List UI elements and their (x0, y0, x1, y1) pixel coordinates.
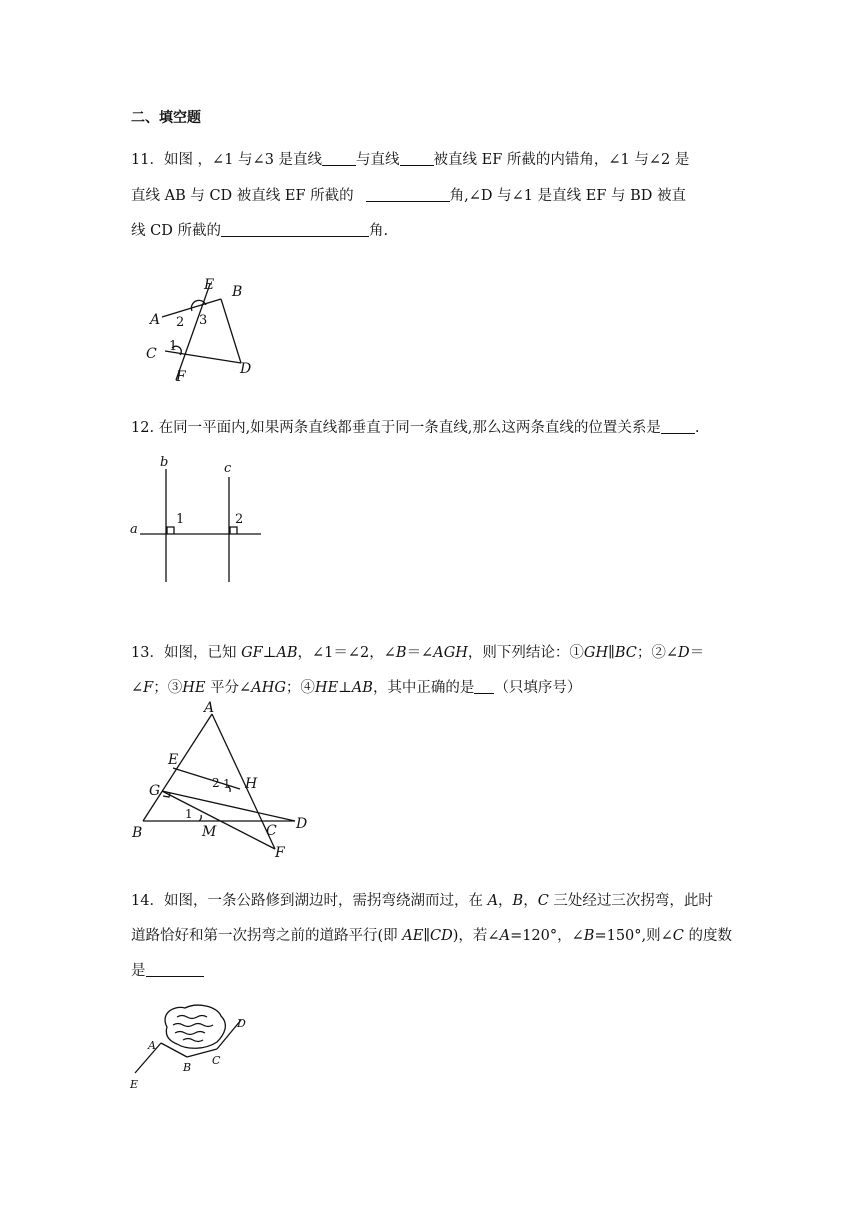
q13-text: ；④ (285, 680, 315, 696)
q13-figure (125, 698, 320, 860)
label-b: b (160, 455, 169, 470)
q14-text: C (537, 893, 549, 909)
q13-text: ，则下列结论：① (467, 645, 584, 661)
q13-text: ⊥ (338, 680, 352, 696)
q14-text: B (583, 928, 595, 944)
right-angle-1 (167, 527, 174, 534)
q14-text: CD (430, 928, 453, 944)
q14-line-2 (131, 926, 732, 946)
q13-text: 13．如图，已知 (131, 645, 242, 661)
label-f: F (176, 369, 186, 382)
answer-blank (400, 151, 434, 166)
q14-text: =150°,则∠ (594, 928, 673, 944)
q13-line-1 (131, 643, 704, 663)
q14-text: =120°，∠ (510, 928, 584, 944)
q13-text: AB (276, 645, 298, 661)
label-angle-2: 2 (176, 315, 185, 330)
q11-text: 被直线 EF 所截的内错角，∠1 与∠2 是 (433, 152, 690, 168)
q12-line-1 (131, 418, 700, 438)
q14-figure (125, 1000, 260, 1095)
label-angle-1: 1 (185, 807, 193, 821)
q13-text: HE (182, 680, 206, 696)
wave (183, 1039, 203, 1042)
q11-text: 角. (368, 223, 389, 239)
q11-text: 与直线 (356, 152, 400, 168)
angle-1-arc (199, 815, 201, 821)
answer-blank (322, 151, 356, 166)
q11-text: 11．如图 ，∠1 与∠3 是直线 (131, 152, 323, 168)
q13-text: ＝∠ (406, 645, 434, 661)
answer-blank (221, 222, 369, 237)
label-e: E (204, 277, 215, 293)
q14-text: AE (402, 928, 424, 944)
q14-line-1 (131, 891, 713, 911)
answer-blank (366, 187, 450, 202)
q13-text: AHG (251, 680, 286, 696)
section-title: 二、填空题 (131, 110, 201, 126)
q13-text: ＝ (689, 645, 705, 661)
wave (173, 1024, 213, 1027)
label-a: a (130, 522, 138, 537)
label-angle-3: 3 (199, 313, 208, 328)
q14-text: 三处经过三次拐弯，此时 (548, 893, 713, 909)
q13-text: GH (583, 645, 609, 661)
q14-text: )，若∠ (452, 928, 500, 944)
q12-text-end: . (694, 420, 700, 436)
label-angle-1: 1 (176, 512, 185, 527)
label-e: E (168, 752, 179, 768)
q13-text: 平分∠ (205, 680, 252, 696)
q11-text: 线 CD 所截的 (131, 223, 221, 239)
q12-text: 12. 在同一平面内,如果两条直线都垂直于同一条直线,那么这两条直线的位置关系是 (131, 420, 661, 436)
label-m: M (202, 824, 217, 840)
q13-text: BC (614, 645, 637, 661)
q11-text: 角,∠D 与∠1 是直线 EF 与 BD 被直 (449, 188, 686, 204)
q13-text: B (395, 645, 407, 661)
q14-text: C (672, 928, 684, 944)
answer-blank (661, 419, 695, 434)
q13-text: ；③ (153, 680, 183, 696)
q14-text: A (499, 928, 511, 944)
q14-text: B (512, 893, 524, 909)
label-d: D (237, 1017, 246, 1030)
label-angle-2: 2 (235, 512, 244, 527)
line-ef (176, 284, 210, 380)
label-angle-1: 1 (169, 339, 178, 354)
label-h: H (245, 776, 258, 792)
label-a: A (150, 312, 161, 328)
q11-figure (140, 272, 265, 382)
label-c: C (266, 823, 277, 839)
label-d: D (296, 816, 308, 832)
q12-figure (125, 452, 265, 584)
q14-line-3 (131, 961, 204, 981)
label-f: F (275, 845, 285, 860)
answer-blank (146, 962, 204, 977)
lake-outline (165, 1005, 225, 1048)
q14-text: ， (523, 893, 538, 909)
q14-text: 的度数 (683, 928, 733, 944)
label-c: c (224, 461, 232, 476)
q13-text: HE (314, 680, 339, 696)
label-b: B (232, 284, 243, 300)
q14-text: 14．如图，一条公路修到湖边时，需拐弯绕湖而过，在 (131, 893, 488, 909)
q13-text: ⊥ (262, 645, 277, 661)
q11-line-1 (131, 150, 689, 170)
q13-text: ∥ (608, 645, 615, 661)
label-d: D (240, 361, 252, 377)
label-a: A (148, 1039, 156, 1052)
q14-text: ∥ (423, 928, 431, 944)
label-angle-1-top: 1 (223, 777, 231, 791)
q13-text: （只填序号） (494, 680, 582, 696)
q13-text: ，其中正确的是 (372, 680, 475, 696)
q14-text: 道路恰好和第一次拐弯之前的道路平行(即 (131, 928, 403, 944)
label-e: E (130, 1078, 139, 1091)
q11-line-3 (131, 221, 388, 241)
line-gd (162, 791, 295, 821)
q14-text: A (487, 893, 499, 909)
label-b: B (132, 825, 143, 841)
q13-text: ∠ (131, 680, 144, 696)
label-b: B (183, 1061, 192, 1074)
q14-text: 是 (131, 963, 146, 979)
line-bd (221, 299, 241, 363)
wave (175, 1032, 205, 1035)
q13-text: AGH (433, 645, 468, 661)
q13-text: ；②∠ (636, 645, 679, 661)
q13-text: D (678, 645, 690, 661)
q11-text: 直线 AB 与 CD 被直线 EF 所截的 (131, 188, 354, 204)
line-gf (162, 791, 275, 849)
label-a: A (204, 700, 215, 716)
q13-line-2 (131, 678, 581, 698)
q13-text: GF (241, 645, 263, 661)
label-c: C (212, 1054, 221, 1067)
right-angle-2 (230, 527, 237, 534)
road-ab (161, 1043, 187, 1057)
q13-text: AB (351, 680, 373, 696)
answer-blank (474, 679, 494, 694)
q14-text: ， (498, 893, 513, 909)
q13-text: F (143, 680, 154, 696)
q13-text: ，∠1＝∠2，∠ (297, 645, 396, 661)
label-angle-2: 2 (212, 776, 220, 790)
q11-line-2 (131, 186, 686, 206)
label-c: C (146, 346, 157, 362)
wave (177, 1016, 207, 1019)
label-g: G (149, 783, 161, 799)
